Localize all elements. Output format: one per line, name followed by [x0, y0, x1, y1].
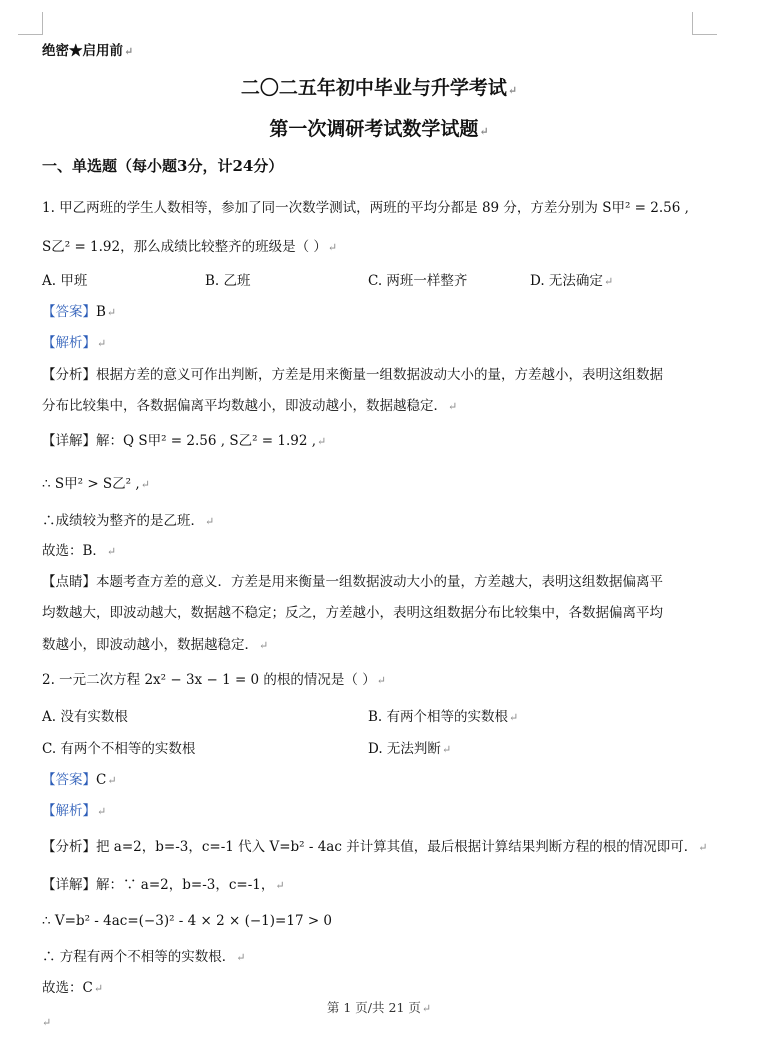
- confidential-label: 绝密★启用前↵: [42, 43, 134, 59]
- paragraph-mark: ↵: [42, 1016, 52, 1029]
- q1-jiexi: 【解析】↵: [42, 335, 107, 351]
- q2-option-b: B. 有两个相等的实数根↵: [368, 709, 519, 725]
- q2-guxuan: 故选：C↵: [42, 980, 104, 996]
- exam-title: 二〇二五年初中毕业与升学考试↵: [240, 77, 518, 99]
- q1-stem-line2: S乙² = 1.92，那么成绩比较整齐的班级是（ ）↵: [42, 239, 338, 255]
- q2-fenxi: 【分析】把 a=2，b=-3，c=-1 代入 V=b² - 4ac 并计算其值，最后根据计算结果判断方程的根的情况即可．↵: [42, 839, 708, 855]
- q1-stem-line1: 1. 甲乙两班的学生人数相等，参加了同一次数学测试，两班的平均分都是 89 分，方差分别为 S甲² = 2.56 ,: [42, 200, 689, 216]
- q1-fenxi-line1: 【分析】根据方差的意义可作出判断，方差是用来衡量一组数据波动大小的量，方差越小，表明这组数据: [42, 367, 663, 383]
- q1-step1: ∴ S甲² > S乙² ,↵: [42, 476, 150, 492]
- q1-dianjing-line2: 均数越大，即波动越大，数据越不稳定；反之，方差越小，表明这组数据分布比较集中，各数据偏离平均: [42, 605, 663, 621]
- q1-option-b: B. 乙班: [205, 273, 251, 289]
- q2-stem: 2. 一元二次方程 2x² − 3x − 1 = 0 的根的情况是（ ）↵: [42, 672, 386, 688]
- q2-option-a: A. 没有实数根: [42, 709, 128, 725]
- crop-mark-top-right: [692, 12, 717, 35]
- crop-mark-top-left: [18, 12, 43, 35]
- q1-answer: 【答案】B↵: [42, 304, 117, 320]
- q1-option-d: D. 无法确定↵: [530, 273, 614, 289]
- q2-step2: ∴ 方程有两个不相等的实数根．↵: [42, 949, 246, 965]
- q1-guxuan: 故选：B．↵: [42, 543, 117, 559]
- q1-fenxi-line2: 分布比较集中，各数据偏离平均数越小，即波动越小，数据越稳定．↵: [42, 398, 458, 414]
- q1-step2: ∴成绩较为整齐的是乙班．↵: [42, 513, 215, 529]
- q1-dianjing-line1: 【点睛】本题考查方差的意义．方差是用来衡量一组数据波动大小的量，方差越大，表明这组数据偏离平: [42, 574, 663, 590]
- q2-step1: ∴ V=b² - 4ac=(−3)² - 4 × 2 × (−1)=17 > 0: [42, 913, 333, 929]
- q1-option-a: A. 甲班: [42, 273, 88, 289]
- q2-answer: 【答案】C↵: [42, 772, 117, 788]
- q2-option-c: C. 有两个不相等的实数根: [42, 741, 196, 757]
- q1-dianjing-line3: 数越小，即波动越小，数据越稳定．↵: [42, 637, 269, 653]
- q1-xiangjie: 【详解】解：Q S甲² = 2.56 , S乙² = 1.92 ,↵: [42, 433, 327, 449]
- q2-option-d: D. 无法判断↵: [368, 741, 452, 757]
- q2-xiangjie: 【详解】解：∵ a=2，b=-3，c=-1，↵: [42, 877, 285, 893]
- page-footer: 第 1 页/共 21 页↵: [326, 1000, 432, 1015]
- q1-option-c: C. 两班一样整齐: [368, 273, 468, 289]
- exam-subtitle: 第一次调研考试数学试题↵: [269, 118, 489, 140]
- section-heading: 一、单选题（每小题3分，计24分）: [42, 157, 284, 175]
- q2-jiexi: 【解析】↵: [42, 803, 107, 819]
